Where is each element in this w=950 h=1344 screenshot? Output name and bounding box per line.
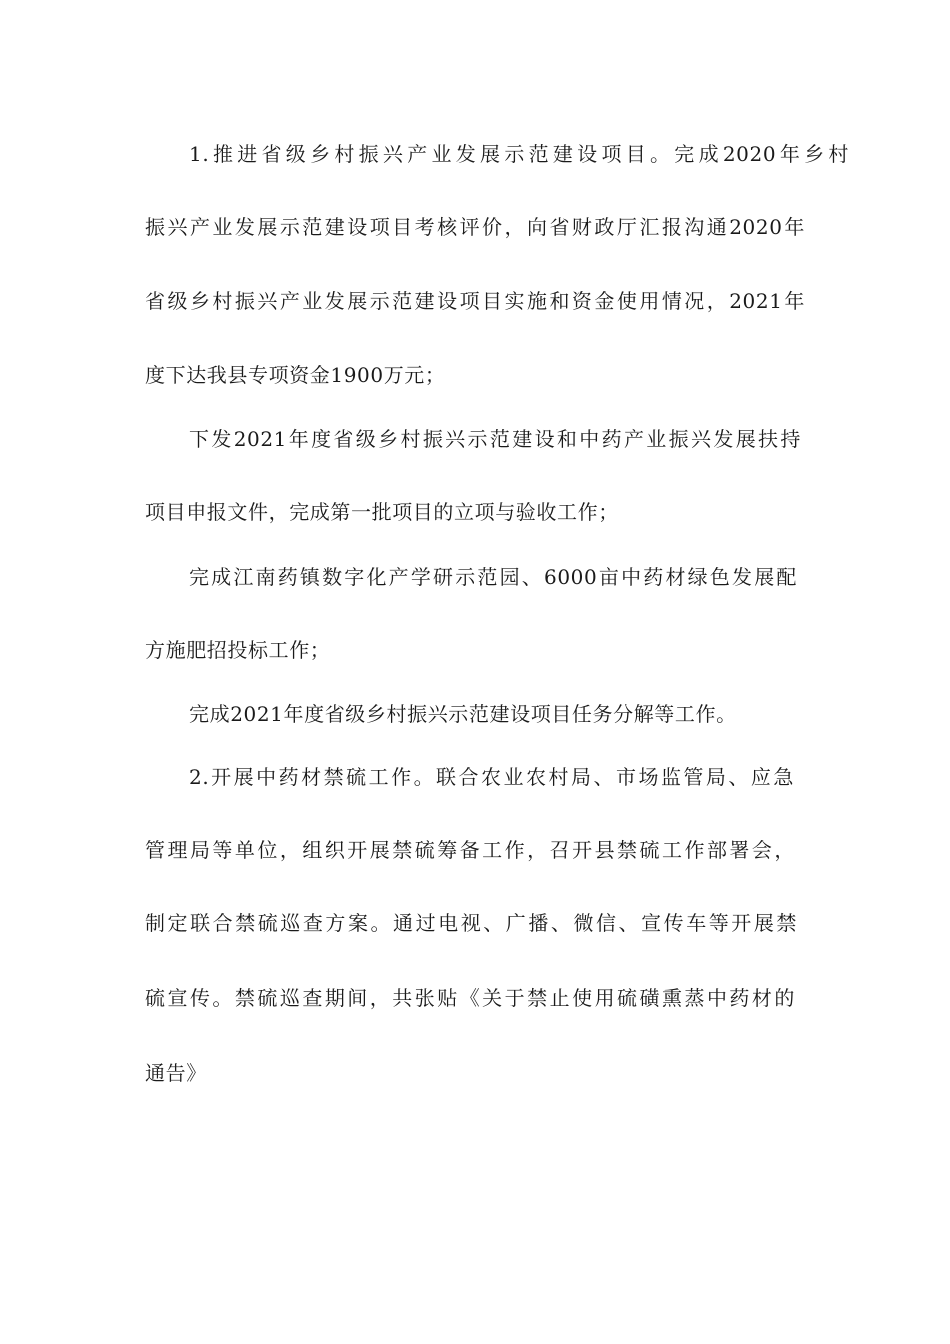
paragraph-3-line-2: 方施肥招投标工作； [145,638,331,662]
paragraph-1-line-3: 省级乡村振兴产业发展示范建设项目实施和资金使用情况，2021年 [145,289,805,313]
paragraph-1-line-1: 1.推进省级乡村振兴产业发展示范建设项目。完成2020年乡村 [189,142,849,166]
paragraph-5-line-1: 2.开展中药材禁硫工作。联合农业农村局、市场监管局、应急 [189,765,794,789]
paragraph-5-line-3: 制定联合禁硫巡查方案。通过电视、广播、微信、宣传车等开展禁 [145,911,797,935]
paragraph-4-line-1: 完成2021年度省级乡村振兴示范建设项目任务分解等工作。 [189,702,737,726]
paragraph-2-line-1: 下发2021年度省级乡村振兴示范建设和中药产业振兴发展扶持 [189,427,801,451]
paragraph-5-line-4: 硫宣传。禁硫巡查期间，共张贴《关于禁止使用硫磺熏蒸中药材的 [145,986,795,1010]
paragraph-5-line-2: 管理局等单位，组织开展禁硫筹备工作，召开县禁硫工作部署会， [145,838,795,862]
paragraph-5-line-5: 通告》 [145,1061,207,1085]
paragraph-1-line-2: 振兴产业发展示范建设项目考核评价，向省财政厅汇报沟通2020年 [145,215,805,239]
paragraph-2-line-2: 项目申报文件，完成第一批项目的立项与验收工作； [145,500,619,524]
paragraph-3-line-1: 完成江南药镇数字化产学研示范园、6000亩中药材绿色发展配 [189,565,797,589]
paragraph-1-line-4: 度下达我县专项资金1900万元； [145,363,446,387]
